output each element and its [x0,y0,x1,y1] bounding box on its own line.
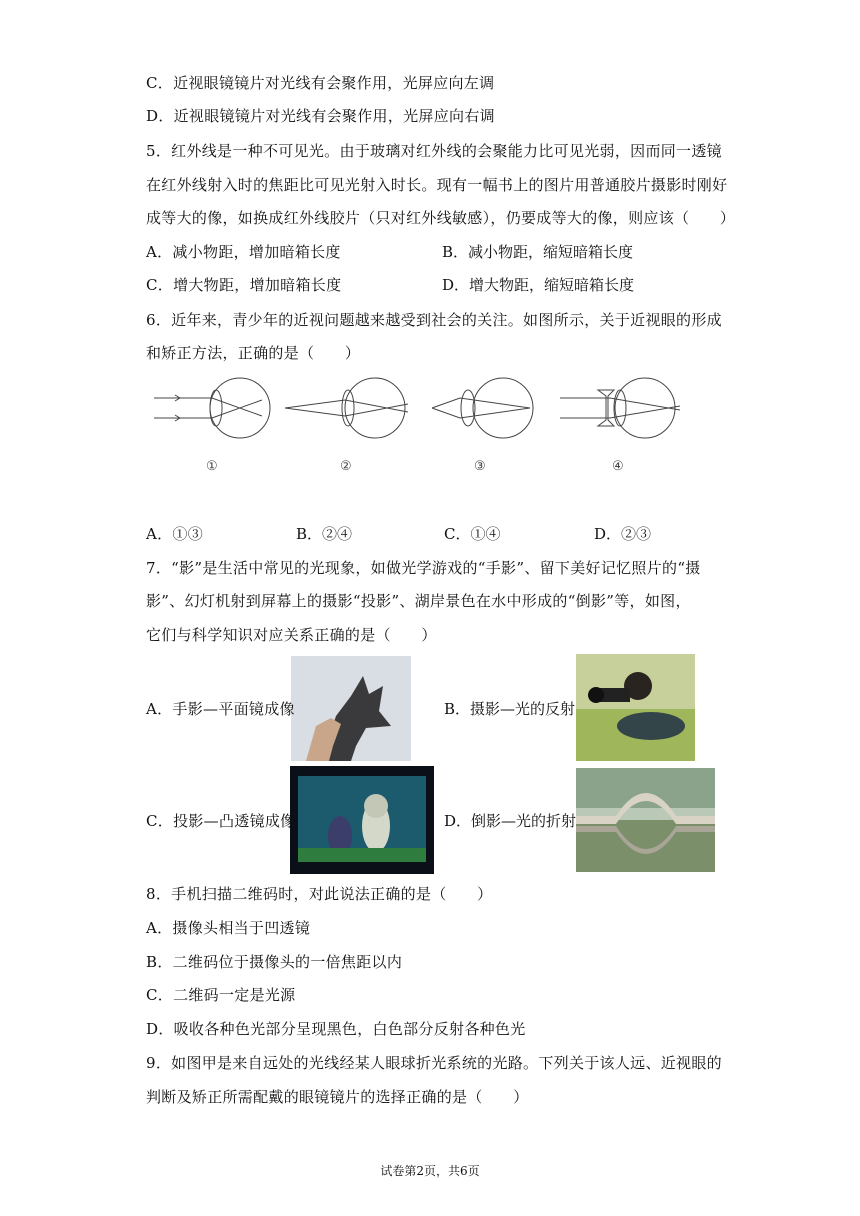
q8-option-d: D．吸收各种色光部分呈现黑色，白色部分反射各种色光 [146,1020,526,1038]
projection-photo [290,766,434,874]
eye-label-3: ③ [474,459,486,474]
q8-option-a: A．摄像头相当于凹透镜 [146,919,311,937]
q6-option-a: A．①③ [146,525,204,543]
eye-diagrams-figure [150,372,690,442]
q5-option-d: D．增大物距，缩短暗箱长度 [442,276,635,294]
q6-option-d: D．②③ [594,525,652,543]
question-5-line2: 在红外线射入时的焦距比可见光射入时长。现有一幅书上的图片用普通胶片摄影时刚好 [146,176,728,194]
option-c-text: C．近视眼镜镜片对光线有会聚作用，光屏应向左调 [146,74,495,92]
question-7-line3: 它们与科学知识对应关系正确的是（ ） [146,626,437,644]
page-footer: 试卷第2页，共6页 [380,1164,480,1178]
question-7-line2: 影”、幻灯机射到屏幕上的摄影“投影”、湖岸景色在水中形成的“倒影”等，如图， [146,592,691,610]
question-7-line1: 7．“影”是生活中常见的光现象，如做光学游戏的“手影”、留下美好记忆照片的“摄 [146,559,701,577]
question-5-line1: 5．红外线是一种不可见光。由于玻璃对红外线的会聚能力比可见光弱，因而同一透镜 [146,142,722,160]
question-8: 8．手机扫描二维码时，对此说法正确的是（ ） [146,885,493,903]
q5-option-c: C．增大物距，增加暗箱长度 [146,276,342,294]
question-9-line1: 9．如图甲是来自远处的光线经某人眼球折光系统的光路。下列关于该人远、近视眼的 [146,1054,722,1072]
q6-option-c: C．①④ [444,525,501,543]
hand-shadow-photo [291,656,411,761]
question-6-line2: 和矫正方法，正确的是（ ） [146,344,361,362]
option-d-text: D．近视眼镜镜片对光线有会聚作用，光屏应向右调 [146,107,495,125]
q8-option-c: C．二维码一定是光源 [146,986,296,1004]
q7-option-d: D．倒影—光的折射 [444,812,577,830]
eye-label-1: ① [206,459,218,474]
question-9-line2: 判断及矫正所需配戴的眼镜镜片的选择正确的是（ ） [146,1088,529,1106]
q6-option-b: B．②④ [296,525,353,543]
photographer-photo [576,654,695,761]
q7-option-c: C．投影—凸透镜成像 [146,812,296,830]
question-6-line1: 6．近年来，青少年的近视问题越来越受到社会的关注。如图所示，关于近视眼的形成 [146,311,722,329]
q7-option-b: B．摄影—光的反射 [444,700,576,718]
question-5-line3: 成等大的像，如换成红外线胶片（只对红外线敏感），仍要成等大的像，则应该（ ） [146,209,736,227]
q5-option-b: B．减小物距，缩短暗箱长度 [442,243,634,261]
q5-option-a: A．减小物距，增加暗箱长度 [146,243,341,261]
q8-option-b: B．二维码位于摄像头的一倍焦距以内 [146,953,403,971]
eye-label-4: ④ [612,459,624,474]
eye-label-2: ② [340,459,352,474]
bridge-reflection-photo [576,768,715,872]
q7-option-a: A．手影—平面镜成像 [146,700,295,718]
